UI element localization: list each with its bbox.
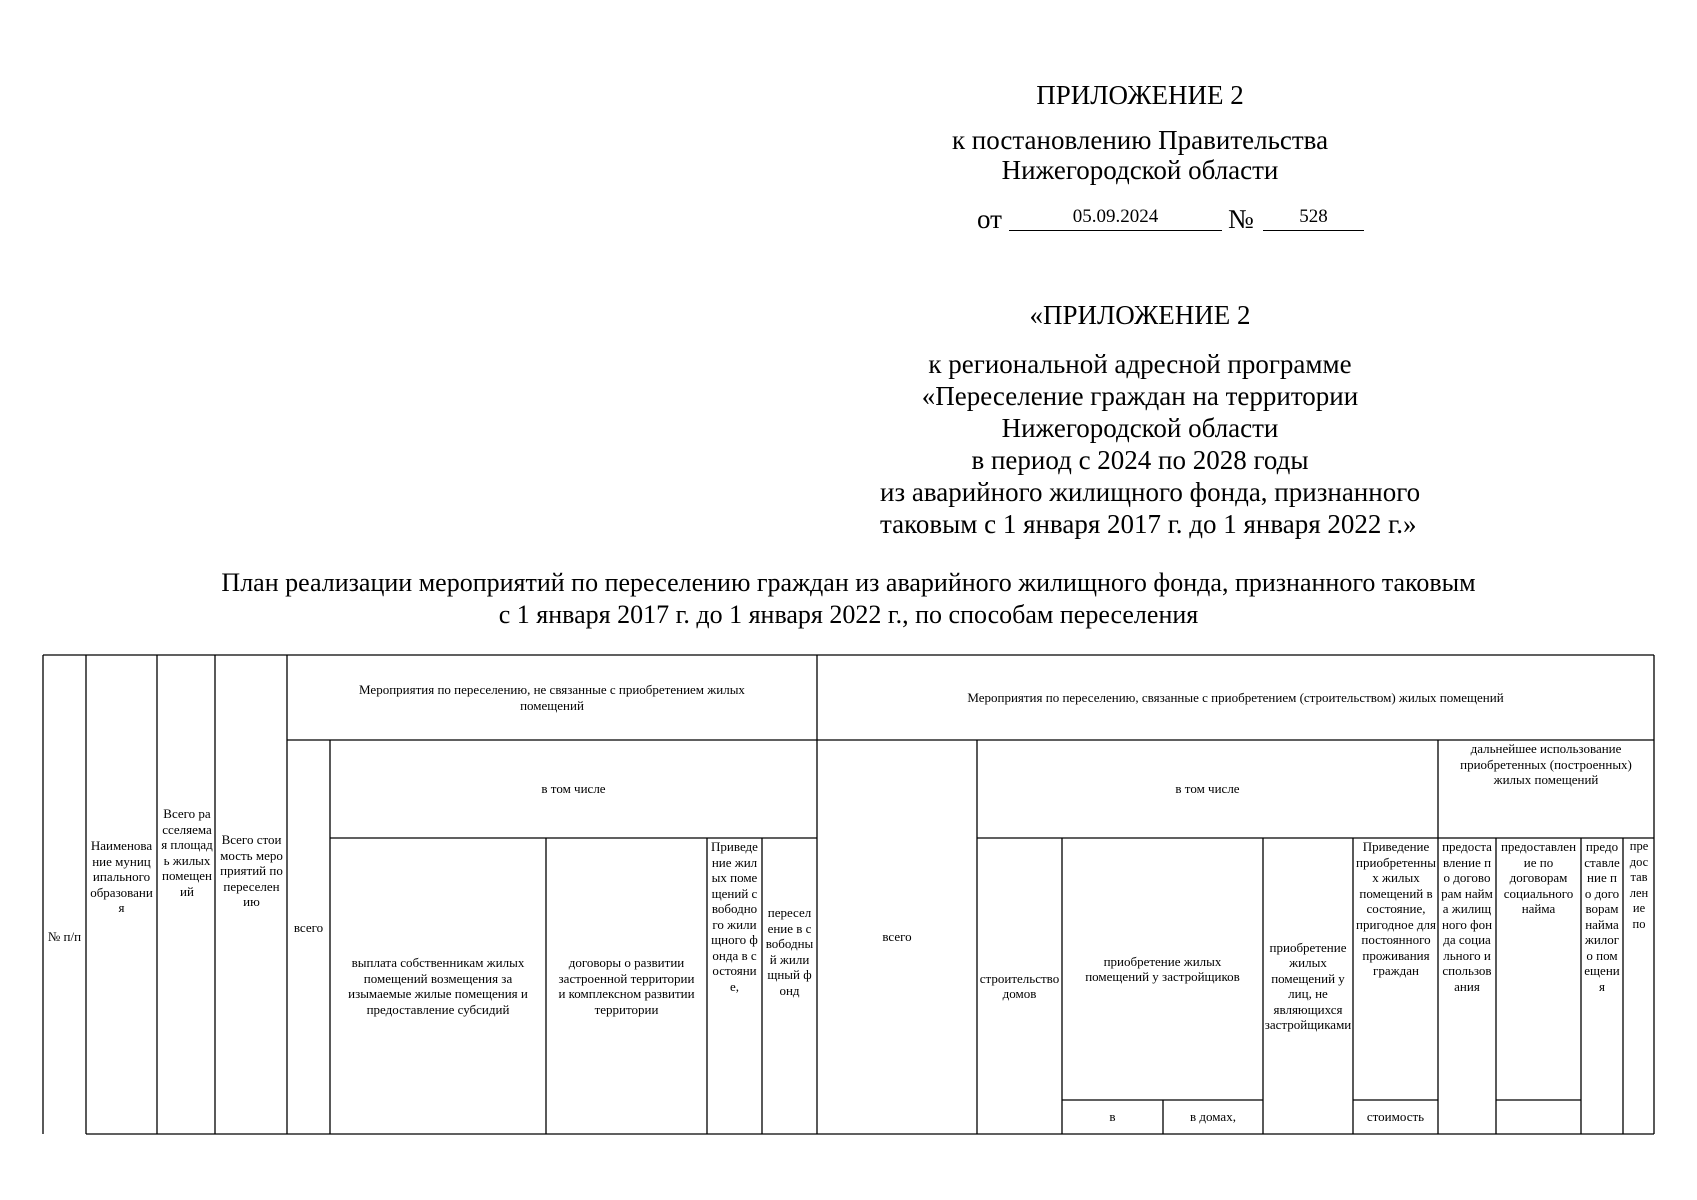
appendix-title-2: «ПРИЛОЖЕНИЕ 2 — [1029, 300, 1251, 330]
col-area-header: Всего расселяемая площадь жилых помещений — [161, 806, 213, 899]
program-line-5: из аварийного жилищного фонда, признанного — [880, 477, 1421, 507]
not-acq-including-header: в том числе — [541, 781, 606, 797]
from-label: от — [977, 204, 1002, 234]
construction-header: строительство домов — [979, 970, 1060, 1001]
sub-cost-header: стоимость — [1366, 1109, 1425, 1125]
number-sign: № — [1228, 204, 1254, 234]
col-cost-header: Всего стоимость мероприятий по переселению — [220, 832, 283, 909]
acq-including-header: в том числе — [1175, 781, 1240, 797]
resolution-line-1: к постановлению Правительства — [951, 125, 1329, 155]
col-number-header: № п/п — [47, 929, 82, 945]
group-not-acquisition-header: Мероприятия по переселению, не связанные с приобретением жилых помещений — [359, 682, 745, 713]
bringing-acquired-header: Приведение приобретенных жилых помещений в состояние, пригодное для постоянного проживания граждан — [1356, 839, 1436, 978]
group-acquisition-header: Мероприятия по переселению, связанные с приобретением (строительством) жилых помещений — [967, 689, 1504, 705]
social-rent-use-header: предоставление по договорам найма жилищного фонда социального использования — [1441, 839, 1493, 994]
rent-header: предоставление по договорам найма жилого помещения — [1584, 839, 1620, 994]
plan-title-line-2: с 1 января 2017 г. до 1 января 2022 г., по способам переселения — [498, 600, 1199, 629]
sub-in-header: в — [1109, 1109, 1116, 1125]
program-line-6: таковым с 1 января 2017 г. до 1 января 2022 г.» — [880, 509, 1417, 539]
acq-total-header: всего — [882, 929, 912, 945]
further-use-header: дальнейшее использование приобретенных (построенных) жилых помещений — [1460, 741, 1632, 787]
col-municipality-header: Наименование муниципального образования — [90, 838, 153, 915]
program-line-2: «Переселение граждан на территории — [921, 381, 1359, 411]
resettle-free-header: переселение в свободный жилищный фонд — [765, 905, 814, 998]
acquire-non-developers-header: приобретение жилых помещений у лиц, не являющихся застройщиками — [1264, 939, 1352, 1032]
program-line-1: к региональной адресной программе — [928, 349, 1352, 379]
not-acq-total-header: всего — [293, 920, 324, 935]
appendix-title: ПРИЛОЖЕНИЕ 2 — [1036, 80, 1244, 110]
program-line-4: в период с 2024 по 2028 годы — [971, 445, 1309, 475]
resolution-number: 528 — [1263, 205, 1364, 231]
resolution-line-2: Нижегородской области — [1001, 155, 1279, 185]
program-line-3: Нижегородской области — [1001, 413, 1279, 443]
social-rent-header: предоставление по договорам социального найма — [1500, 839, 1577, 916]
bringing-free-header: Приведение жилых помещений свободного жилищного фонда в состояние, — [711, 839, 758, 994]
sub-in-houses-header: в домах, — [1190, 1109, 1236, 1125]
resolution-date: 05.09.2024 — [1009, 205, 1222, 231]
compensation-header: предоставление по — [1629, 839, 1649, 931]
payment-header: выплата собственникам жилых помещений возмещения за изымаемые жилые помещения и предоставление субсидий — [348, 955, 528, 1017]
plan-title-line-1: План реализации мероприятий по переселению граждан из аварийного жилищного фонда, признанного таковым — [221, 568, 1476, 597]
development-header: договоры о развитии застроенной территории и комплексном развитии территории — [558, 955, 695, 1017]
acquire-developers-header: приобретение жилых помещений у застройщиков — [1085, 953, 1240, 984]
